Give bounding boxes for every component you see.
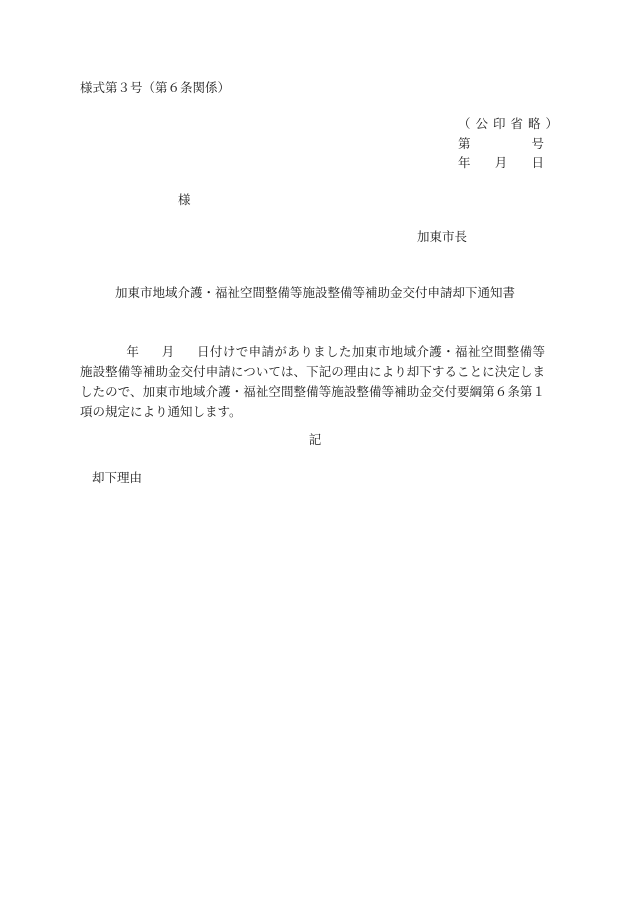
document-title: 加東市地域介護・福祉空間整備等施設整備等補助金交付申請却下通知書: [114, 285, 515, 300]
document-date-line: [458, 157, 544, 170]
record-heading: 記: [308, 432, 322, 447]
body-month: 月: [161, 344, 175, 359]
form-number: 様式第３号（第６条関係）: [80, 80, 231, 95]
body-year: 年: [126, 344, 140, 359]
seal-omitted-note: （公印省略）: [458, 116, 564, 131]
document-number-line: [458, 138, 544, 151]
number-suffix: 号: [531, 136, 544, 151]
date-day: 日: [531, 155, 544, 170]
addressee-suffix: 様: [178, 192, 191, 207]
sender-name: 加東市長: [417, 229, 468, 244]
reason-label: 却下理由: [92, 470, 143, 485]
body-text: 日付けで申請がありました加東市地域介護・福祉空間整備等施設整備等補助金交付申請については、下記の理由により却下することに決定しましたので、加東市地域介護・福祉空間整備等施設整備等補助金交付要綱第６条第１項の規定により通知します。: [80, 344, 545, 419]
date-month: 月: [494, 155, 508, 170]
date-year: 年: [458, 155, 471, 170]
body-paragraph: [80, 342, 545, 422]
number-prefix: 第: [458, 136, 471, 151]
